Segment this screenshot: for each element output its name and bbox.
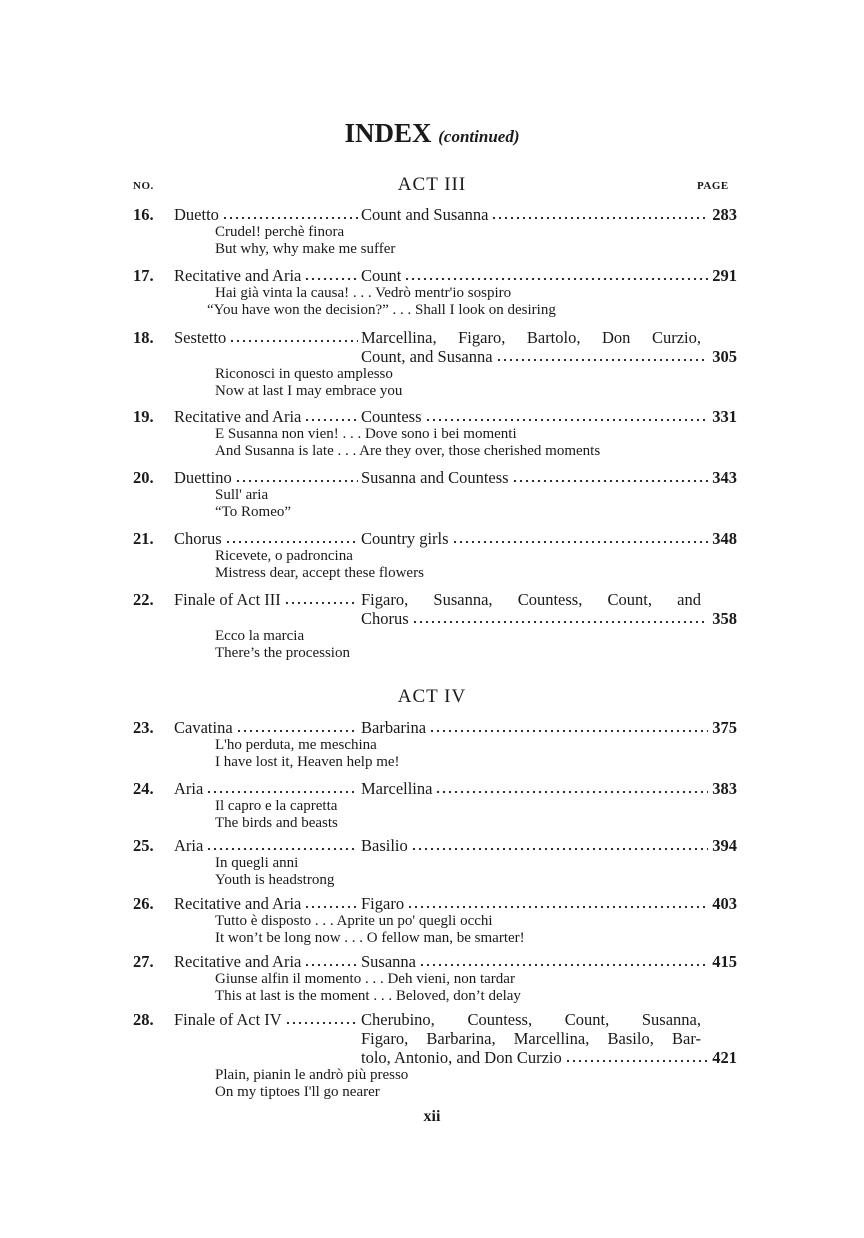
entry-roles: Cherubino, Countess, Count, Susanna, [361,1010,701,1029]
entry-lyric: Now at last I may embrace you [215,382,403,399]
dot-leader [285,1010,358,1029]
entry-form: Aria [174,836,204,855]
entry-lyric: Il capro e la capretta [215,798,338,814]
index-entry [133,328,737,399]
index-entry [133,407,737,459]
index-entry [133,266,737,318]
entry-number: 27. [133,952,154,971]
entry-lyric: L'ho perduta, me meschina [215,737,377,753]
entry-form: Duettino [174,468,232,487]
dot-leader [452,529,709,548]
dot-leader [565,1048,709,1067]
entry-roles: Figaro, Barbarina, Marcellina, Basilo, Bar- [361,1029,701,1048]
entry-roles: Count [361,266,402,285]
entry-number: 25. [133,836,154,855]
index-entry [133,952,737,1004]
entry-form: Finale of Act III [174,590,281,609]
entry-lyric: On my tiptoes I'll go nearer [215,1083,380,1100]
dot-leader [412,609,709,628]
entry-page: 331 [712,407,737,426]
index-entry [133,894,737,946]
entry-roles: Susanna [361,952,416,971]
entry-number: 19. [133,407,154,426]
dot-leader [284,590,358,609]
entry-lyric: Ecco la marcia [215,628,305,644]
entry-page: 348 [712,529,737,548]
dot-leader [304,952,358,971]
entry-lyric: Crudel! perchè finora [215,224,345,240]
entry-form: Cavatina [174,718,233,737]
index-entry [133,1010,737,1100]
dot-leader [419,952,708,971]
entry-form: Recitative and Aria [174,266,302,285]
title-suffix: (continued) [438,127,520,146]
dot-leader [236,718,358,737]
entry-form: Aria [174,779,204,798]
dot-leader [222,205,358,224]
dot-leader [206,836,358,855]
entry-roles: Susanna and Countess [361,468,509,487]
entry-number: 16. [133,205,154,224]
page-number: xii [423,1108,441,1125]
entry-lyric: There’s the procession [215,644,350,661]
entry-form: Recitative and Aria [174,952,302,971]
dot-leader [407,894,708,913]
entry-page: 305 [712,347,737,366]
dot-leader [425,407,709,426]
dot-leader [229,328,358,347]
entry-number: 26. [133,894,154,913]
act-heading: ACT III [397,174,467,195]
entry-page: 421 [712,1048,737,1067]
entry-number: 20. [133,468,154,487]
entry-lyric: “You have won the decision?” . . . Shall I look on desiring [207,301,556,318]
entry-page: 343 [712,468,737,487]
entry-form: Recitative and Aria [174,894,302,913]
entry-roles: Count and Susanna [361,205,489,224]
entry-lyric: Youth is headstrong [215,871,335,888]
entry-lyric: But why, why make me suffer [215,240,396,257]
dot-leader [235,468,358,487]
entry-lyric: The birds and beasts [215,814,338,831]
entry-form: Finale of Act IV [174,1010,282,1029]
entry-lyric: It won’t be long now . . . O fellow man, be smarter! [215,929,525,946]
dot-leader [512,468,709,487]
column-header-no: NO. [133,180,154,192]
act-heading: ACT IV [397,686,467,707]
entry-roles: Country girls [361,529,449,548]
entry-page: 291 [712,266,737,285]
dot-leader [404,266,708,285]
entry-form: Sestetto [174,328,227,347]
entry-number: 24. [133,779,154,798]
entry-roles: Basilio [361,836,408,855]
entry-number: 28. [133,1010,154,1029]
entry-page: 375 [712,718,737,737]
entry-roles: Chorus [361,609,409,628]
entry-lyric: E Susanna non vien! . . . Dove sono i bei momenti [215,426,517,442]
index-entry [133,205,737,257]
dot-leader [496,347,709,366]
dot-leader [429,718,708,737]
index-entry [133,718,737,770]
entry-number: 21. [133,529,154,548]
entry-lyric: Riconosci in questo amplesso [215,366,393,382]
entry-page: 394 [712,836,737,855]
entry-lyric: Tutto è disposto . . . Aprite un po' quegli occhi [215,913,493,929]
index-entry [133,779,737,831]
entry-number: 22. [133,590,154,609]
entry-lyric: And Susanna is late . . . Are they over, those cherished moments [215,442,601,459]
entry-lyric: I have lost it, Heaven help me! [215,753,400,770]
entry-lyric: This at last is the moment . . . Beloved, don’t delay [215,987,521,1004]
index-entry [133,468,737,520]
entry-roles: Figaro, Susanna, Countess, Count, and [361,590,701,609]
page-title: INDEX (continued) [344,118,520,148]
dot-leader [304,894,358,913]
entry-number: 23. [133,718,154,737]
entry-lyric: Hai già vinta la causa! . . . Vedrò mentr'io sospiro [215,285,512,301]
entry-lyric: “To Romeo” [215,503,292,520]
entry-roles: Marcellina, Figaro, Bartolo, Don Curzio, [361,328,701,347]
entry-page: 415 [712,952,737,971]
entry-form: Recitative and Aria [174,407,302,426]
entry-form: Duetto [174,205,219,224]
dot-leader [206,779,358,798]
entry-page: 383 [712,779,737,798]
dot-leader [435,779,708,798]
column-header-page: PAGE [697,180,729,192]
index-entry [133,529,737,581]
dot-leader [304,407,358,426]
entry-roles: tolo, Antonio, and Don Curzio [361,1048,562,1067]
entry-roles: Marcellina [361,779,433,798]
dot-leader [411,836,708,855]
dot-leader [225,529,358,548]
entry-roles: Count, and Susanna [361,347,493,366]
dot-leader [491,205,708,224]
entry-roles: Figaro [361,894,405,913]
index-entry [133,590,737,661]
entry-number: 17. [133,266,154,285]
entry-lyric: Sull' aria [215,487,269,503]
entry-lyric: Mistress dear, accept these flowers [215,564,424,581]
entry-number: 18. [133,328,154,347]
dot-leader [304,266,358,285]
entry-roles: Countess [361,407,422,426]
entry-page: 283 [712,205,737,224]
entry-lyric: In quegli anni [215,855,299,871]
entry-form: Chorus [174,529,222,548]
entry-lyric: Plain, pianin le andrò più presso [215,1067,409,1083]
entry-lyric: Ricevete, o padroncina [215,548,353,564]
index-entry [133,836,737,888]
entry-roles: Barbarina [361,718,427,737]
entry-page: 358 [712,609,737,628]
entry-page: 403 [712,894,737,913]
entry-lyric: Giunse alfin il momento . . . Deh vieni, non tardar [215,971,515,987]
